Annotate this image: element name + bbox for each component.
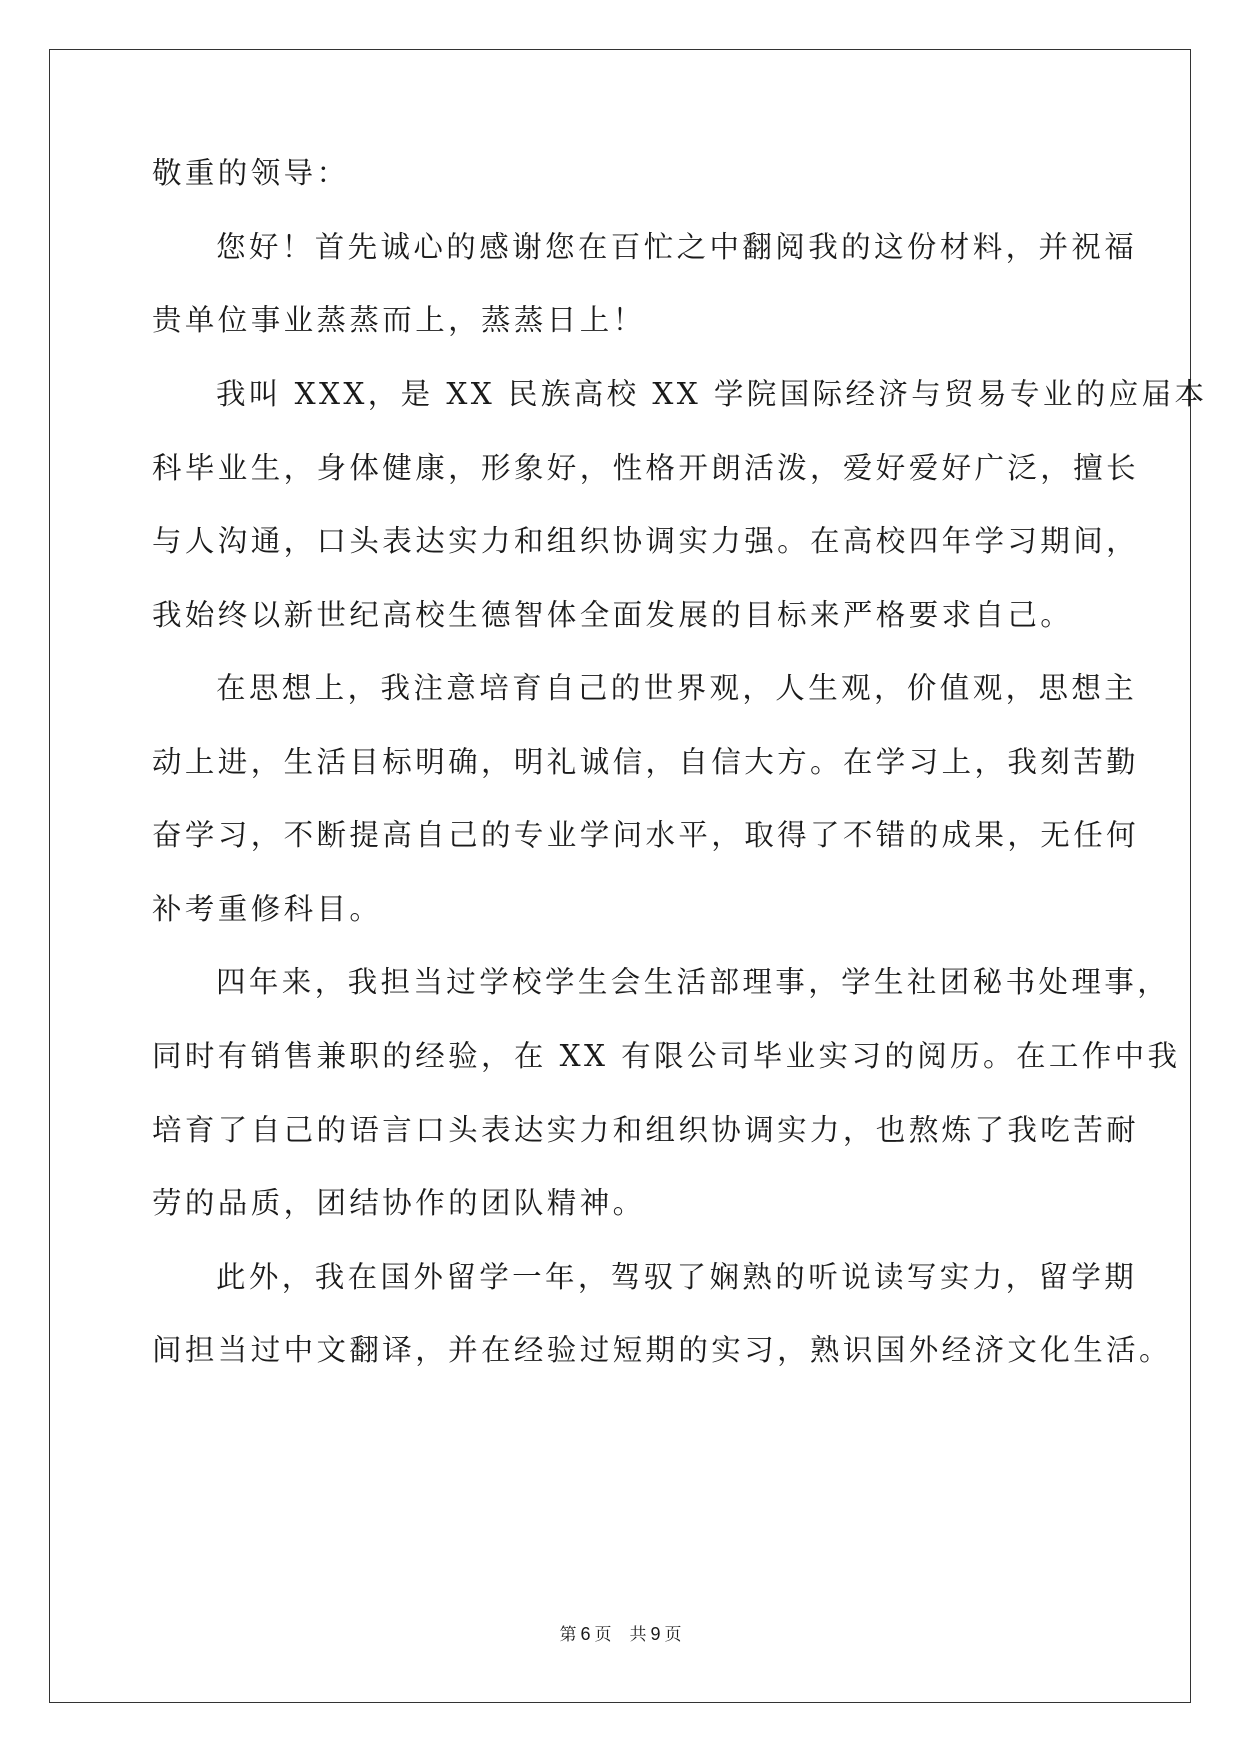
paragraph-4-line-1: 四年来，我担当过学校学生会生活部理事，学生社团秘书处理事， — [216, 965, 1171, 999]
paragraph-4-line-3: 培育了自己的语言口头表达实力和组织协调实力，也熬炼了我吃苦耐 — [152, 1113, 1140, 1147]
paragraph-5-line-1: 此外，我在国外留学一年，驾驭了娴熟的听说读写实力，留学期 — [216, 1260, 1138, 1294]
paragraph-1-line-2: 贵单位事业蒸蒸而上，蒸蒸日上！ — [152, 303, 646, 337]
salutation: 敬重的领导： — [152, 156, 350, 190]
paragraph-4-line-2: 同时有销售兼职的经验，在 XX 有限公司毕业实习的阅历。在工作中我 — [152, 1039, 1181, 1073]
current-page-number: 6 — [580, 1624, 591, 1644]
paragraph-4-line-4: 劳的品质，团结协作的团队精神。 — [152, 1186, 646, 1220]
paragraph-2-line-2: 科毕业生，身体健康，形象好，性格开朗活泼，爱好爱好广泛，擅长 — [152, 451, 1140, 485]
paragraph-3-line-4: 补考重修科目。 — [152, 892, 383, 926]
paragraph-3-line-2: 动上进，生活目标明确，明礼诚信，自信大方。在学习上，我刻苦勤 — [152, 745, 1140, 779]
paragraph-2-line-3: 与人沟通，口头表达实力和组织协调实力强。在高校四年学习期间， — [152, 524, 1140, 558]
paragraph-2-line-1: 我叫 XXX，是 XX 民族高校 XX 学院国际经济与贸易专业的应届本 — [216, 377, 1208, 411]
page-unit: 页 — [594, 1625, 612, 1645]
total-unit: 页 — [664, 1625, 682, 1645]
paragraph-2-line-4: 我始终以新世纪高校生德智体全面发展的目标来严格要求自己。 — [152, 598, 1074, 632]
page-prefix: 第 — [559, 1625, 577, 1645]
page-border — [49, 49, 1191, 1703]
paragraph-1-line-1: 您好！首先诚心的感谢您在百忙之中翻阅我的这份材料，并祝福 — [216, 230, 1138, 264]
total-page-count: 9 — [650, 1624, 661, 1644]
paragraph-3-line-3: 奋学习，不断提高自己的专业学问水平，取得了不错的成果，无任何 — [152, 818, 1140, 852]
page-number-footer — [0, 1623, 1241, 1646]
paragraph-3-line-1: 在思想上，我注意培育自己的世界观，人生观，价值观，思想主 — [216, 671, 1138, 705]
total-prefix: 共 — [629, 1625, 647, 1645]
paragraph-5-line-2: 间担当过中文翻译，并在经验过短期的实习，熟识国外经济文化生活。 — [152, 1333, 1172, 1367]
